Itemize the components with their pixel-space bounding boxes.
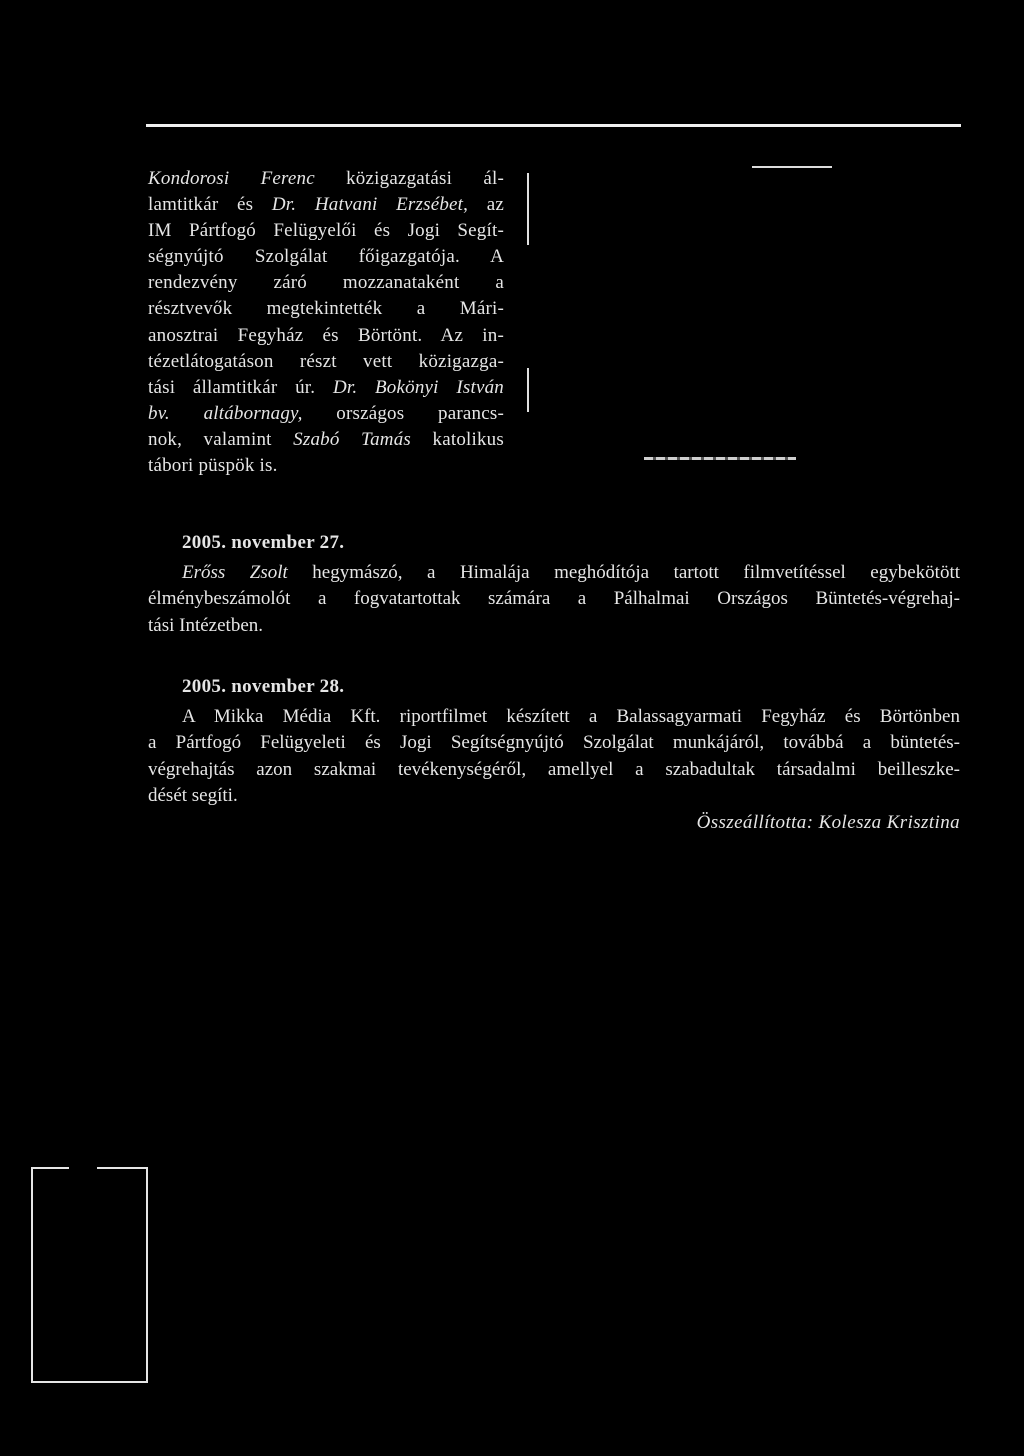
left-column-line [148,244,504,270]
column-divider-lower [527,368,529,412]
entry-date-2: 2005. november 28. [182,676,345,697]
text-run: IM Pártfogó Felügyelői és Jogi Segít- [148,220,504,242]
text-run: tézetlátogatáson részt vett közigazga- [148,350,504,372]
frame-top-right-edge [97,1167,146,1169]
emphasized-name: Dr. Bokönyi István [332,376,504,398]
left-column-line [148,218,504,244]
text-run: rendezvény záró mozzanataként a [148,272,504,294]
text-run: tási államtitkár úr. [148,376,333,398]
emphasized-name: Szabó Tamás [293,428,411,450]
text-run: végrehajtás azon szakmai tevékenységéről, amellyel a szabadultak társadalmi beilleszke- [148,758,960,780]
empty-frame-box [31,1167,148,1383]
entry-text-1 [148,560,960,639]
left-column-line [148,166,504,192]
left-column-line [148,192,504,218]
text-run: közigazgatási ál- [314,168,504,189]
photo-frame-top-rule [752,166,832,168]
text-run: tábori püspök is. [148,455,278,477]
left-column-line [148,296,504,322]
emphasized-name: bv. altábornagy, [148,402,303,424]
text-run: dését segíti. [148,784,238,806]
text-run: nok, valamint [148,428,294,450]
entry-text-2 [148,704,960,809]
entry-1-line [148,586,960,612]
emphasized-name: Erőss Zsolt [182,562,288,583]
text-run: országos parancs- [302,402,504,424]
column-divider-upper [527,173,529,245]
frame-top-left-edge [31,1167,69,1169]
text-run: tási Intézetben. [148,614,264,636]
text-run: , az [463,194,505,216]
entry-1-line [148,613,960,639]
text-run: élménybeszámolót a fogvatartottak számára a Pálhalmai Országos Büntetés-végrehaj- [148,588,960,610]
text-run: A Mikka Média Kft. riportfilmet készített a Balassagyarmati Fegyház és Börtönben [182,706,960,727]
left-column-line [148,375,504,401]
left-column-line [148,323,504,349]
text-run: ségnyújtó Szolgálat főigazgatója. A [148,246,504,268]
left-column-line [148,401,504,427]
text-run: anosztrai Fegyház és Börtönt. Az in- [148,324,504,346]
text-run: résztvevők megtekintették a Mári- [148,298,504,320]
entry-2-line [148,704,960,730]
entry-2-line [148,783,960,809]
left-column-line [148,427,504,453]
entry-1-line [148,560,960,586]
photo-frame-bottom-rule [644,457,796,460]
compiler-signature: Összeállította: Kolesza Krisztina [696,812,960,833]
left-column-text [148,166,504,479]
text-run: a Pártfogó Felügyeleti és Jogi Segítségnyújtó Szolgálat munkájáról, továbbá a büntetés- [148,732,960,754]
entry-date-1: 2005. november 27. [182,532,345,553]
emphasized-name: Kondorosi Ferenc [148,168,315,189]
left-column-line [148,349,504,375]
text-run: katolikus [411,428,504,450]
entry-2-line [148,730,960,756]
emphasized-name: Dr. Hatvani Erzsébet [271,194,464,216]
entry-2-line [148,757,960,783]
left-column-line [148,270,504,296]
text-run: hegymászó, a Himalája meghódítója tartott filmvetítéssel egybekötött [287,562,961,583]
top-rule [146,124,961,127]
left-column-line [148,453,504,479]
text-run: lamtitkár és [148,194,272,216]
